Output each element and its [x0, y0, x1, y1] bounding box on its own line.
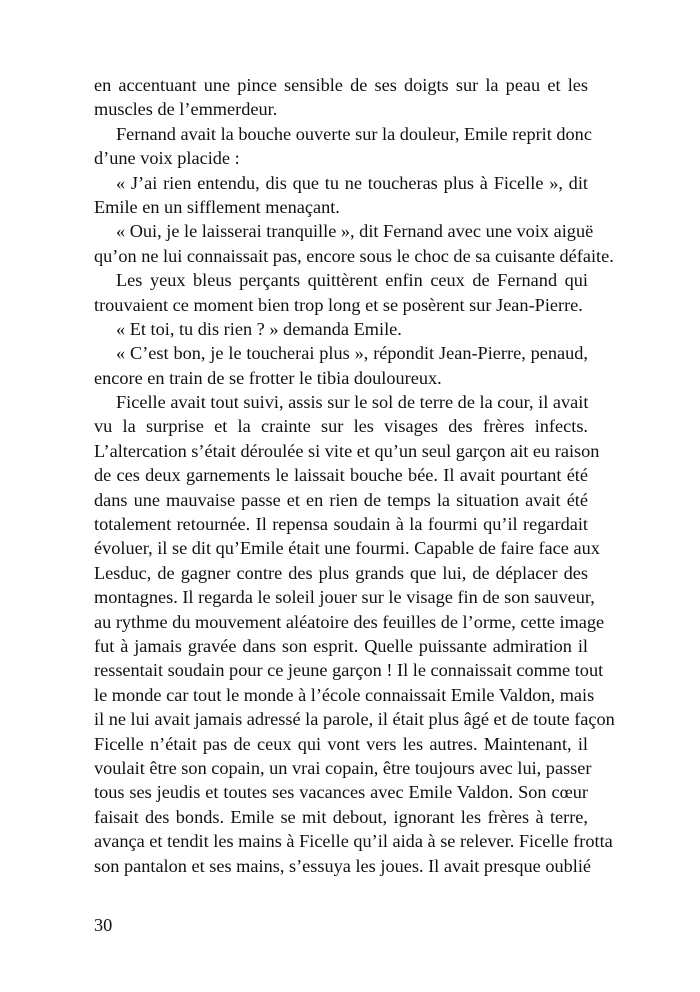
- text-line: encore en train de se frotter le tibia douloureux.: [94, 367, 442, 388]
- text-line: « Oui, je le laisserai tranquille », dit Fernand avec une voix aiguë: [116, 221, 594, 242]
- text-line: son pantalon et ses mains, s’essuya les joues. Il avait presque oublié: [94, 855, 592, 876]
- paragraph: [94, 317, 588, 341]
- text-line: fut à jamais gravée dans son esprit. Quelle puissante admiration il: [94, 635, 588, 656]
- paragraph: [94, 73, 588, 122]
- text-line: évoluer, il se dit qu’Emile était une fourmi. Capable de faire face aux: [94, 538, 600, 559]
- text-line: d’une voix placide :: [94, 148, 240, 169]
- text-line: il ne lui avait jamais adressé la parole, il était plus âgé et de toute façon: [94, 709, 615, 730]
- text-line: qu’on ne lui connaissait pas, encore sous le choc de sa cuisante défaite.: [94, 245, 614, 266]
- paragraph: [94, 390, 615, 878]
- text-line: Lesduc, de gagner contre des plus grands que lui, de déplacer des: [94, 562, 588, 583]
- text-line: dans une mauvaise passe et en rien de temps la situation avait été: [94, 489, 588, 510]
- text-line: « J’ai rien entendu, dis que tu ne toucheras plus à Ficelle », dit: [116, 172, 588, 193]
- page-number: 30: [94, 915, 113, 935]
- text-line: Ficelle avait tout suivi, assis sur le sol de terre de la cour, il avait: [116, 392, 589, 413]
- paragraph: [94, 268, 588, 317]
- page-body: [94, 73, 615, 878]
- text-line: L’altercation s’était déroulée si vite et qu’un seul garçon ait eu raison: [94, 440, 600, 461]
- text-line: Emile en un sifflement menaçant.: [94, 196, 340, 217]
- paragraph: [94, 122, 592, 171]
- text-line: totalement retournée. Il repensa soudain à la fourmi qu’il regardait: [94, 514, 588, 535]
- text-line: avança et tendit les mains à Ficelle qu’il aida à se relever. Ficelle frotta: [94, 831, 613, 852]
- text-line: vu la surprise et la crainte sur les visages des frères infects.: [94, 416, 588, 437]
- text-line: Ficelle n’était pas de ceux qui vont vers les autres. Maintenant, il: [94, 733, 588, 754]
- text-line: le monde car tout le monde à l’école connaissait Emile Valdon, mais: [94, 684, 595, 705]
- text-line: Fernand avait la bouche ouverte sur la douleur, Emile reprit donc: [116, 123, 592, 144]
- text-line: Les yeux bleus perçants quittèrent enfin ceux de Fernand qui: [116, 270, 588, 291]
- text-line: au rythme du mouvement aléatoire des feuilles de l’orme, cette image: [94, 611, 605, 632]
- paragraph: [94, 171, 588, 220]
- paragraph: [94, 219, 614, 268]
- text-line: ressentait soudain pour ce jeune garçon ! Il le connaissait comme tout: [94, 660, 604, 681]
- text-line: trouvaient ce moment bien trop long et se posèrent sur Jean-Pierre.: [94, 294, 583, 315]
- text-line: « Et toi, tu dis rien ? » demanda Emile.: [116, 318, 402, 339]
- text-line: voulait être son copain, un vrai copain, être toujours avec lui, passer: [94, 757, 592, 778]
- text-line: en accentuant une pince sensible de ses doigts sur la peau et les: [94, 75, 588, 95]
- text-line: de ces deux garnements le laissait bouche bée. Il avait pourtant été: [94, 465, 588, 486]
- text-line: tous ses jeudis et toutes ses vacances avec Emile Valdon. Son cœur: [94, 782, 588, 803]
- text-line: montagnes. Il regarda le soleil jouer sur le visage fin de son sauveur,: [94, 587, 595, 608]
- text-line: muscles de l’emmerdeur.: [94, 99, 278, 120]
- paragraph: [94, 341, 588, 390]
- text-line: « C’est bon, je le toucherai plus », répondit Jean-Pierre, penaud,: [116, 343, 588, 364]
- text-line: faisait des bonds. Emile se mit debout, ignorant les frères à terre,: [94, 806, 588, 827]
